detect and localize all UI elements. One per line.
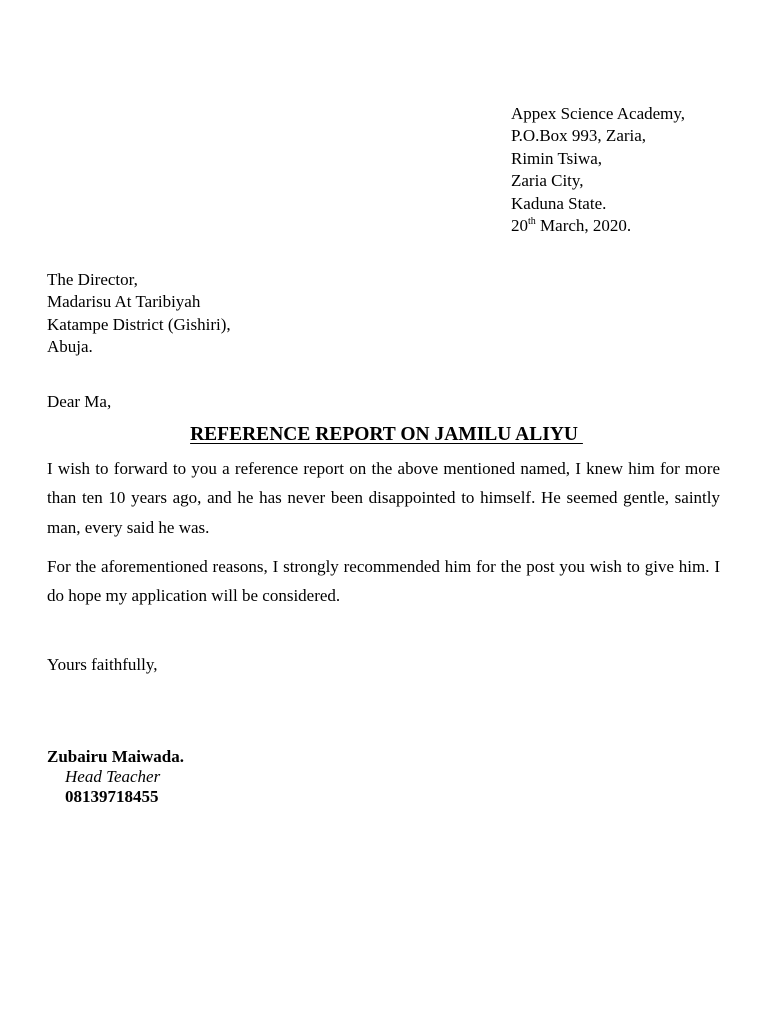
salutation: Dear Ma, bbox=[47, 392, 112, 411]
date-suffix: th bbox=[528, 216, 536, 228]
sender-address bbox=[511, 103, 685, 240]
letter-date bbox=[511, 215, 685, 240]
recipient-address-line: The Director, bbox=[47, 270, 138, 289]
complimentary-close: Yours faithfully, bbox=[47, 655, 158, 674]
signatory-title: Head Teacher bbox=[65, 767, 161, 786]
recipient-address-line: Katampe District (Gishiri), bbox=[47, 314, 231, 334]
sender-address-line: Kaduna State. bbox=[511, 193, 607, 213]
body-paragraph: For the aforementioned reasons, I strongly recommended him for the post you wish to give him. I do hope my application will be considered. bbox=[47, 557, 720, 606]
date-day: 20 bbox=[511, 216, 528, 236]
recipient-address bbox=[47, 269, 231, 359]
sender-address-line: Zaria City, bbox=[511, 171, 584, 191]
signatory-name: Zubairu Maiwada. bbox=[47, 747, 184, 766]
subject-heading bbox=[0, 422, 768, 448]
subject-text: REFERENCE REPORT ON JAMILU ALIYU bbox=[190, 424, 583, 445]
date-month-year: March, 2020. bbox=[535, 216, 632, 236]
sender-address-line: P.O.Box 993, Zaria, bbox=[511, 126, 647, 146]
body-paragraph: I wish to forward to you a reference report on the above mentioned named, I knew him for more than ten 10 years ago, and he has never been disappointed to himself. He seemed gentle, saintly man, every said he was. bbox=[47, 459, 720, 537]
signatory-phone: 08139718455 bbox=[65, 787, 159, 806]
sender-address-line: Rimin Tsiwa, bbox=[511, 148, 603, 168]
recipient-address-line: Abuja. bbox=[47, 337, 93, 357]
recipient-address-line: Madarisu At Taribiyah bbox=[47, 292, 201, 312]
sender-address-line: Appex Science Academy, bbox=[511, 104, 686, 123]
